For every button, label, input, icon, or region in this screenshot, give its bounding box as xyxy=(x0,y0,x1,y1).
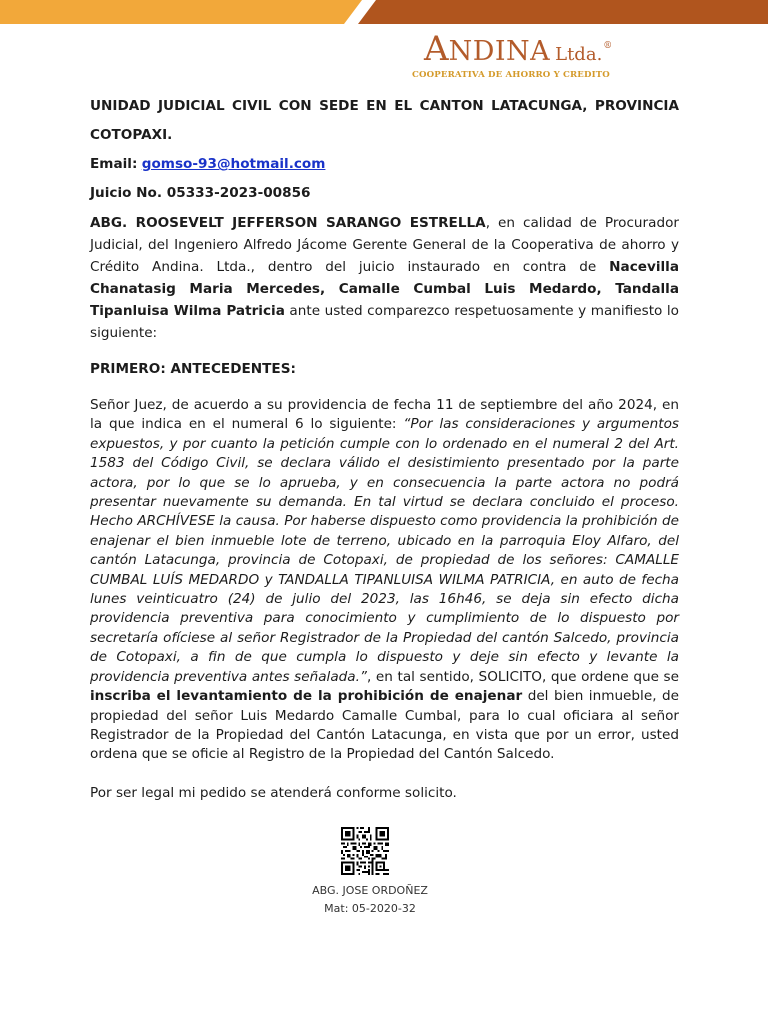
logo-tagline: COOPERATIVA DE AHORRO Y CREDITO xyxy=(412,70,610,80)
court-quote: “Por las consideraciones y argumentos expuestos, y por cuanto la petición cumple con lo ordenado en el numeral 2 del Art. 1583 del Código Civil, se declara válido el desistimiento presentado por la parte actora, por lo que se lo aprueba, y en consecuencia la parte actora no podrá presentar nuevamente su demanda. En tal virtud se declara concluido el proceso. Hecho ARCHÍVESE la causa. Por haberse dispuesto como providencia la prohibición de enajenar el bien inmueble lote de terreno, ubicado en la parroquia Eloy Alfaro, del cantón Latacunga, provincia de Cotopaxi, de propiedad de los señores: CAMALLE CUMBAL LUÍS MEDARDO y TANDALLA TIPANLUISA WILMA PATRICIA, en auto de fecha lunes veinticuatro (24) de julio del 2023, las 16h46, se deja sin efecto dicha providencia preventiva para conocimiento y cumplimiento de lo dispuesto por secretaría ofíciese al señor Registrador de la Propiedad del cantón Salcedo, provincia de Cotopaxi, a fin de que cumpla lo dispuesto y deje sin efecto y levante la providencia preventiva antes señalada.” xyxy=(90,416,679,685)
logo-wordmark: ANDINA Ltda.® xyxy=(424,29,613,69)
document-body xyxy=(90,92,679,803)
andina-logo xyxy=(412,29,632,84)
antecedentes-paragraph: Señor Juez, de acuerdo a su providencia de fecha 11 de septiembre del año 2024, en la que indica en el numeral 6 lo siguiente: “Por las consideraciones y argumentos expuestos, y por cuanto la petición cumple con lo ordenado en el numeral 2 del Art. 1583 del Código Civil, se declara válido el desistimiento presentado por la parte actora, por lo que se lo aprueba, y en consecuencia la parte actora no podrá presentar nuevamente su demanda. En tal virtud se declara concluido el proceso. Hecho ARCHÍVESE la causa. Por haberse dispuesto como providencia la prohibición de enajenar el bien inmueble lote de terreno, ubicado en la parroquia Eloy Alfaro, del cantón Latacunga, provincia de Cotopaxi, de propiedad de los señores: CAMALLE CUMBAL LUÍS MEDARDO y TANDALLA TIPANLUISA WILMA PATRICIA, en auto de fecha lunes veinticuatro (24) de julio del 2023, las 16h46, se deja sin efecto dicha providencia preventiva para conocimiento y cumplimiento de lo dispuesto por secretaría ofíciese al señor Registrador de la Propiedad del cantón Salcedo, provincia de Cotopaxi, a fin de que cumpla lo dispuesto y deje sin efecto y levante la providencia preventiva antes señalada.”, en tal sentido, SOLICITO, que ordene que se inscriba el levantamiento de la prohibición de enajenar del bien inmueble, de propiedad del señor Luis Medardo Camalle Cumbal, para lo cual oficiara al señor Registrador de la Propiedad del Cantón Latacunga, en vista que por un error, usted ordena que se oficie al Registro de la Propiedad del Cantón Salcedo. xyxy=(90,397,679,763)
closing-sentence: Por ser legal mi pedido se atenderá conforme solicito. xyxy=(90,784,457,801)
court-heading-line-2: COTOPAXI. xyxy=(90,127,173,143)
attorney-name: ABG. ROOSEVELT JEFFERSON SARANGO ESTRELLA xyxy=(90,215,486,231)
letterhead-banner xyxy=(0,0,768,24)
signature-name: ABG. JOSE ORDOÑEZ xyxy=(312,884,428,897)
request-highlight: inscriba el levantamiento de la prohibición de enajenar xyxy=(90,688,523,705)
banner-brown-stripe xyxy=(358,0,768,24)
defendants-names: Nacevilla Chanatasig Maria Mercedes, Camalle Cumbal Luis Medardo, Tandalla Tipanluisa Wilma Patricia xyxy=(90,259,679,319)
court-heading-line-1: UNIDAD JUDICIAL CIVIL CON SEDE EN EL CANTON LATACUNGA, PROVINCIA xyxy=(90,98,679,114)
section-heading: PRIMERO: ANTECEDENTES: xyxy=(90,361,296,377)
banner-gold-stripe xyxy=(0,0,362,24)
case-number: Juicio No. 05333-2023-00856 xyxy=(90,185,311,201)
email-label: Email: xyxy=(90,156,138,172)
intro-paragraph: ABG. ROOSEVELT JEFFERSON SARANGO ESTRELLA, en calidad de Procurador Judicial, del Ingeniero Alfredo Jácome Gerente General de la Cooperativa de ahorro y Crédito Andina. Ltda., dentro del juicio instaurado en contra de Nacevilla Chanatasig Maria Mercedes, Camalle Cumbal Luis Medardo, Tandalla Tipanluisa Wilma Patricia ante usted comparezco respetuosamente y manifiesto lo siguiente: xyxy=(90,215,679,341)
email-link[interactable]: gomso-93@hotmail.com xyxy=(141,156,326,172)
signature-qr-code xyxy=(341,827,389,875)
signature-registration: Mat: 05-2020-32 xyxy=(324,902,416,915)
email-line xyxy=(90,150,679,179)
